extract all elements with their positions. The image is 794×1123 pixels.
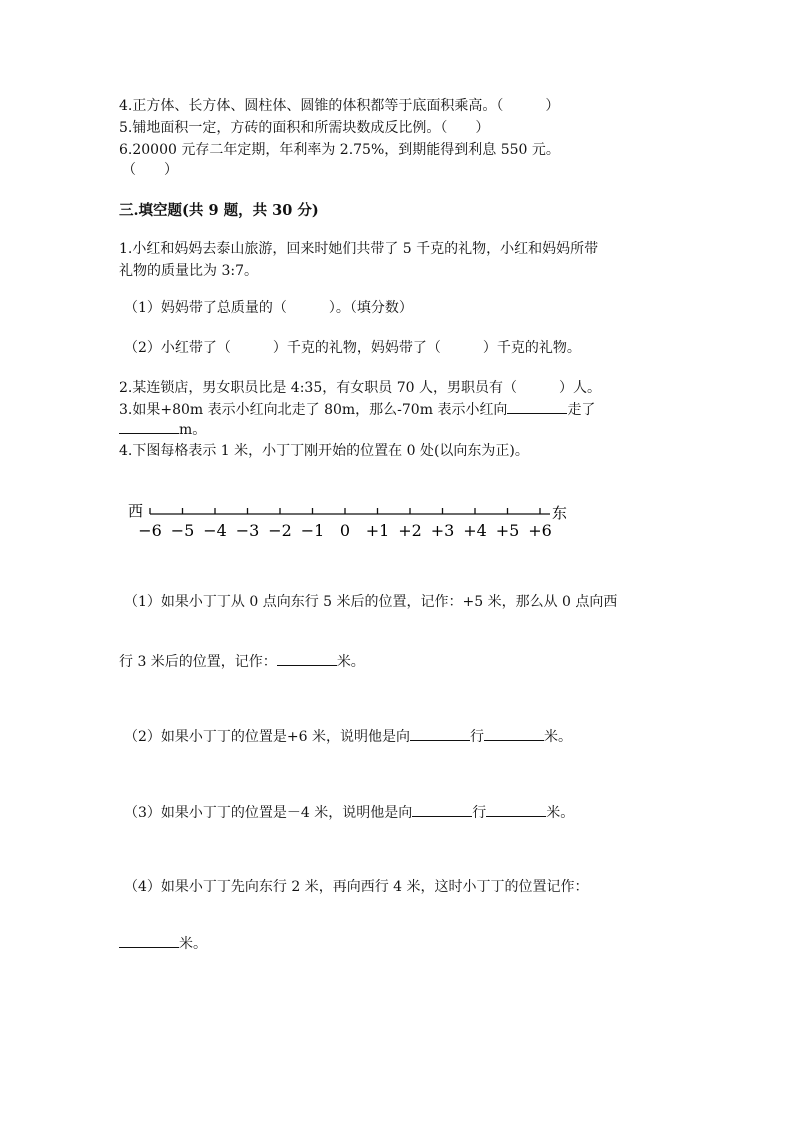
judge-question-6-line1: 6.20000 元存二年定期，年利率为 2.75%，到期能得到利息 550 元。 — [119, 142, 560, 158]
judge-question-4: 4.正方体、长方体、圆柱体、圆锥的体积都等于底面积乘高。（ ） — [119, 98, 560, 114]
fill-question-4-sub1-line1: （1）如果小丁丁从 0 点向东行 5 米后的位置，记作：+5 米，那么从 0 点向西 — [124, 594, 618, 610]
fill-question-2: 2.某连锁店，男女职员比是 4:35，有女职员 70 人，男职员有（ ）人。 — [119, 380, 601, 396]
q4-sub2-text-c: 米。 — [544, 729, 572, 745]
tick-label: +5 — [495, 521, 520, 540]
q4-sub1-text-b: 米。 — [336, 654, 365, 670]
fill-question-1-line1: 1.小红和妈妈去泰山旅游，回来时她们共带了 5 千克的礼物，小红和妈妈所带 — [119, 241, 599, 257]
tick-label: −6 — [138, 521, 162, 540]
q4-sub4-text-b: 米。 — [179, 936, 207, 952]
answer-blank[interactable] — [486, 802, 546, 817]
fill-question-1-line2: 礼物的质量比为 3:7。 — [119, 263, 258, 279]
q4-sub1-text-a: 行 3 米后的位置，记作： — [119, 654, 277, 670]
tick-label: −2 — [268, 521, 292, 540]
q3-text-a: 3.如果+80m 表示小红向北走了 80m，那么-70m 表示小红向 — [119, 402, 508, 418]
answer-blank[interactable] — [507, 399, 567, 414]
q4-sub3-text-c: 米。 — [546, 805, 575, 821]
q4-sub3-text-b: 行 — [472, 805, 487, 821]
fill-question-3-line2 — [119, 419, 206, 440]
q3-text-c: m。 — [179, 422, 207, 438]
judge-question-5: 5.铺地面积一定，方砖的面积和所需块数成反比例。（ ） — [119, 120, 490, 136]
tick-label: −4 — [203, 521, 227, 540]
tick-label: 0 — [339, 521, 351, 540]
fill-question-4-sub4-line1: （4）如果小丁丁先向东行 2 米，再向西行 4 米，这时小丁丁的位置记作： — [124, 879, 589, 895]
west-label: 西 — [128, 502, 144, 520]
fill-question-3-line1 — [119, 399, 595, 420]
fill-question-1-sub2: （2）小红带了（ ）千克的礼物，妈妈带了（ ）千克的礼物。 — [124, 340, 581, 356]
tick-label: +6 — [528, 521, 552, 540]
q4-sub2-text-b: 行 — [470, 729, 484, 745]
answer-blank[interactable] — [119, 419, 179, 434]
fill-question-4-sub3 — [124, 802, 574, 823]
east-label: 东 — [552, 504, 568, 522]
answer-blank[interactable] — [119, 933, 179, 948]
fill-question-4-sub4-line2 — [119, 933, 207, 954]
tick-label: +2 — [398, 521, 422, 540]
q3-text-b: 走了 — [567, 402, 596, 418]
tick-label: −3 — [235, 521, 260, 540]
tick-label: +1 — [365, 521, 390, 540]
fill-question-4: 4.下图每格表示 1 米，小丁丁刚开始的位置在 0 处(以向东为正)。 — [119, 443, 529, 459]
answer-blank[interactable] — [277, 651, 337, 666]
answer-blank[interactable] — [484, 726, 544, 741]
q4-sub2-text-a: （2）如果小丁丁的位置是+6 米，说明他是向 — [124, 729, 410, 745]
q4-sub3-text-a: （3）如果小丁丁的位置是－4 米，说明他是向 — [124, 805, 413, 821]
section-title: 三.填空题(共 9 题，共 30 分) — [119, 202, 319, 219]
number-line — [120, 492, 580, 542]
tick-label: −5 — [170, 521, 195, 540]
judge-question-6-answer: （ ） — [122, 162, 178, 178]
tick-label: +3 — [430, 521, 455, 540]
fill-question-1-sub1: （1）妈妈带了总质量的（ ）。（填分数） — [124, 300, 413, 316]
answer-blank[interactable] — [410, 726, 470, 741]
tick-label: −1 — [300, 521, 325, 540]
fill-question-4-sub2 — [124, 726, 572, 747]
fill-question-4-sub1-line2 — [119, 651, 365, 672]
tick-label: +4 — [463, 521, 487, 540]
answer-blank[interactable] — [412, 802, 472, 817]
